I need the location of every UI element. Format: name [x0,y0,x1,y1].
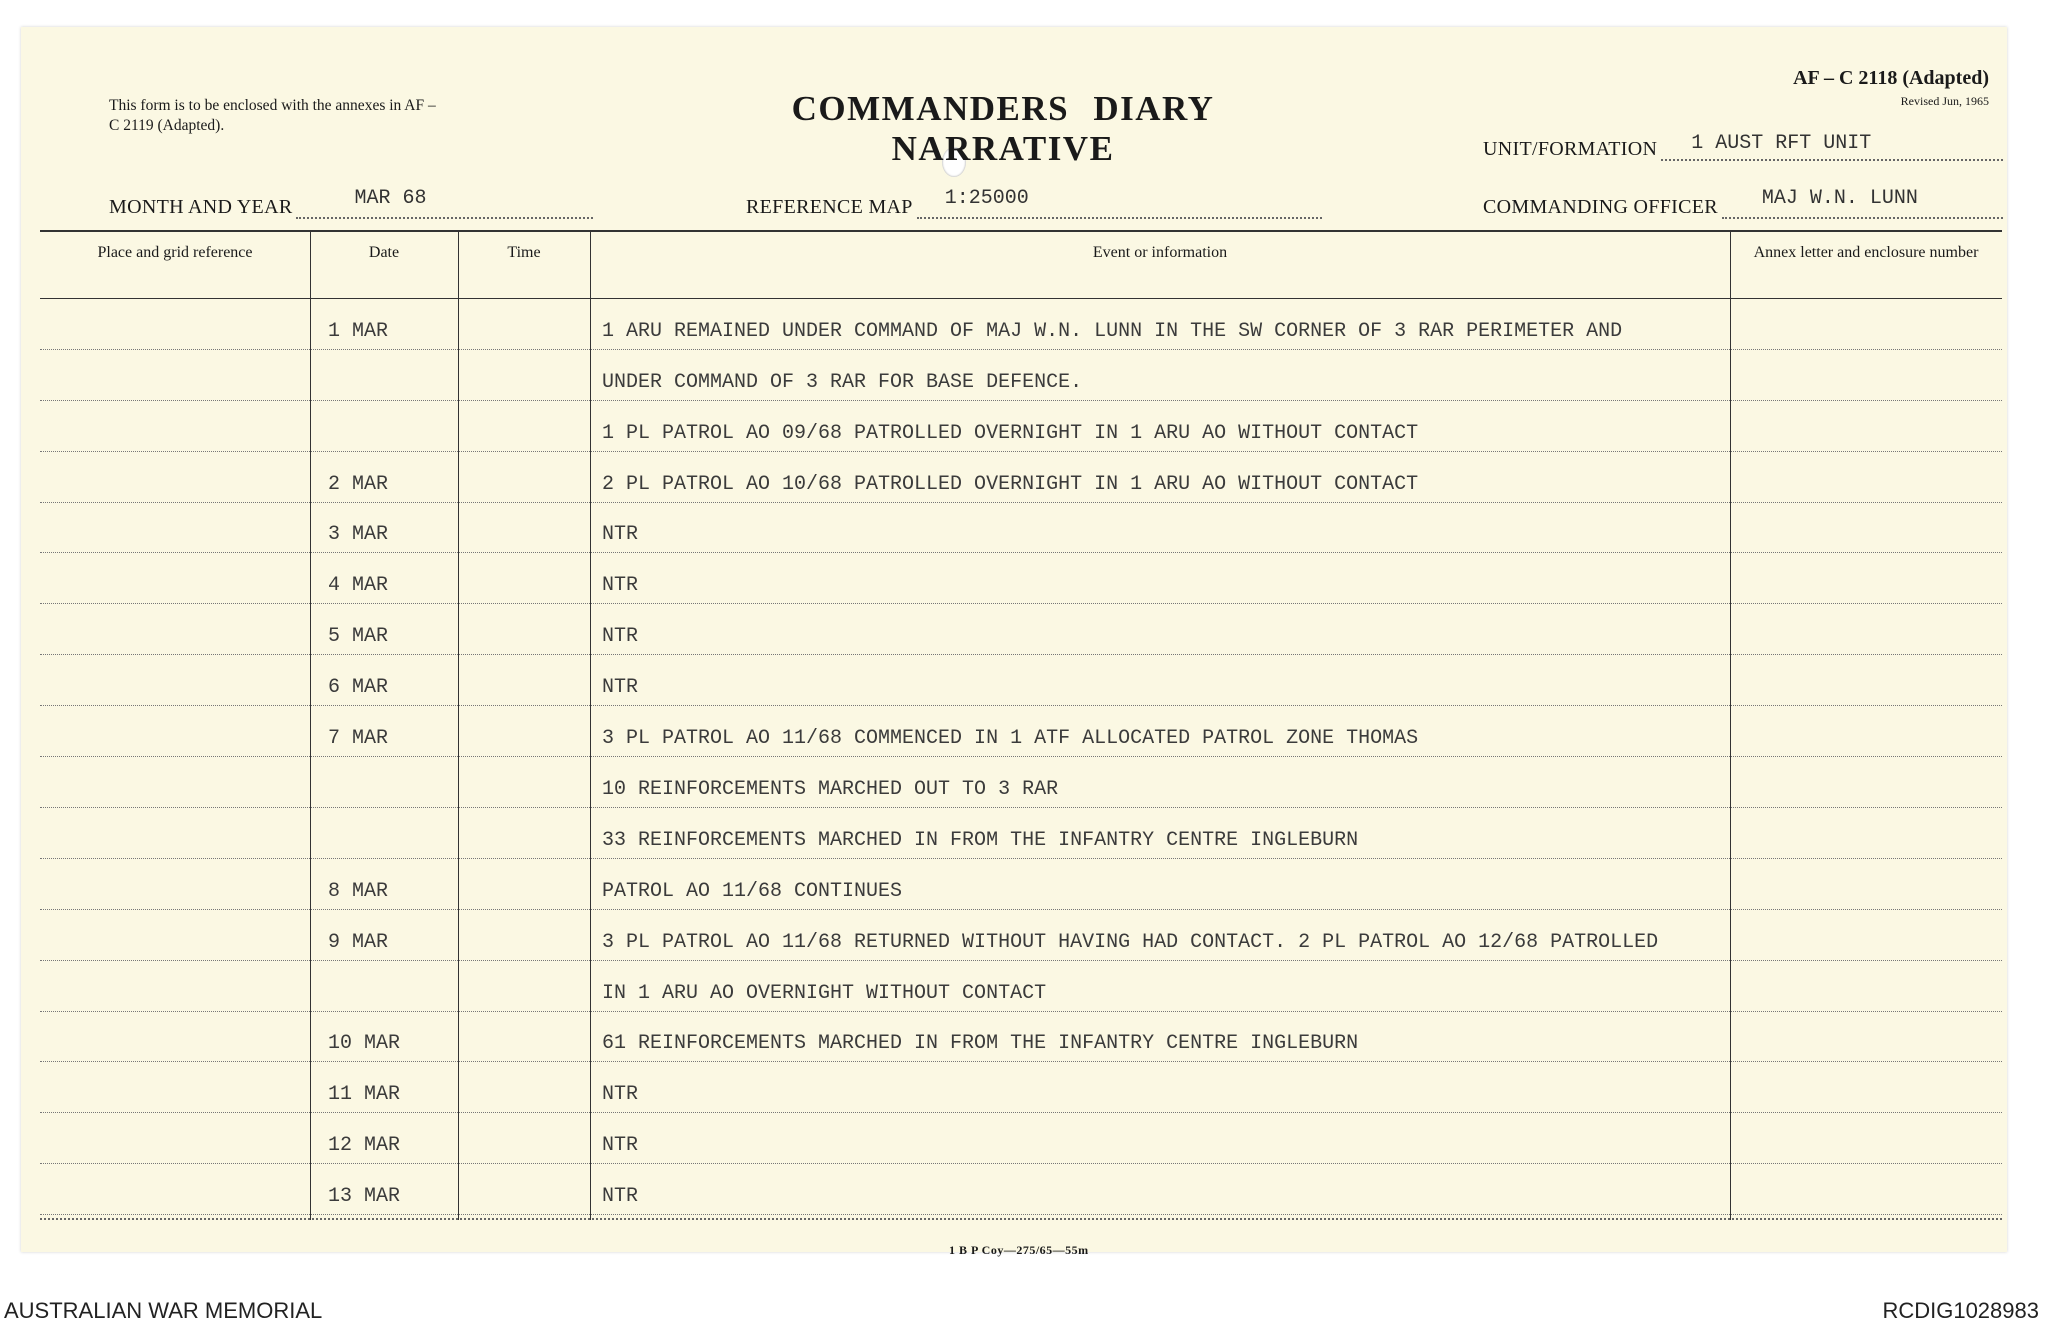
unit-formation-field [1483,133,2003,161]
row-date: 4 MAR [328,574,389,598]
enclosure-note: This form is to be enclosed with the annexes in AF – C 2119 (Adapted). [109,97,436,134]
row-event: 10 REINFORCEMENTS MARCHED OUT TO 3 RAR [602,777,1059,801]
reference-map-field [746,187,1322,219]
reference-map-value: 1:25000 [944,187,1029,210]
row-date: 6 MAR [328,676,389,700]
row-event: NTR [602,676,639,700]
month-year-label: MONTH AND YEAR [109,196,293,218]
row-date: 9 MAR [328,930,389,954]
row-event: 33 REINFORCEMENTS MARCHED IN FROM THE INFANTRY CENTRE INGLEBURN [602,828,1359,852]
diary-row [40,960,2002,1012]
diary-row [40,349,2002,401]
row-date: 2 MAR [328,472,389,496]
diary-row [40,1112,2002,1164]
diary-row [40,756,2002,808]
diary-row [40,451,2002,503]
diary-row [40,858,2002,910]
watermark-publisher: AUSTRALIAN WAR MEMORIAL [4,1298,323,1323]
row-date: 8 MAR [328,879,389,903]
row-date: 3 MAR [328,523,389,547]
watermark-catalogue-id: RCDIG1028983 [1882,1298,2039,1323]
row-event: NTR [602,1185,639,1209]
row-event: 3 PL PATROL AO 11/68 RETURNED WITHOUT HAVING HAD CONTACT. 2 PL PATROL AO 12/68 PATROLLED [602,930,1659,954]
row-date: 1 MAR [328,319,389,343]
row-event: 1 ARU REMAINED UNDER COMMAND OF MAJ W.N. LUNN IN THE SW CORNER OF 3 RAR PERIMETER AND [602,319,1623,343]
form-code: AF – C 2118 (Adapted) [1793,67,1989,89]
row-event: NTR [602,574,639,598]
commanding-officer-value: MAJ W.N. LUNN [1761,187,1918,210]
row-event: UNDER COMMAND OF 3 RAR FOR BASE DEFENCE. [602,370,1083,394]
unit-formation-label: UNIT/FORMATION [1483,138,1658,160]
diary-row [40,1062,2002,1114]
diary-row [40,909,2002,961]
column-header-annex: Annex letter and enclosure number [1753,244,1979,261]
diary-row [40,400,2002,452]
diary-row [40,603,2002,655]
column-header-place: Place and grid reference [97,244,253,261]
diary-row [40,298,2002,350]
row-event: 3 PL PATROL AO 11/68 COMMENCED IN 1 ATF ALLOCATED PATROL ZONE THOMAS [602,727,1419,751]
row-date: 11 MAR [328,1083,401,1107]
month-year-field [109,187,593,219]
diary-row [40,654,2002,706]
row-date: 7 MAR [328,727,389,751]
diary-row [40,502,2002,554]
diary-row [40,553,2002,605]
column-header-date: Date [368,244,400,261]
form-title: COMMANDERS DIARY NARRATIVE [791,89,1215,168]
row-date: 10 MAR [328,1032,401,1056]
month-year-value: MAR 68 [354,187,427,210]
printer-code: 1 B P Coy—275/65—55m [949,1243,1089,1257]
form-revised-date: Revised Jun, 1965 [1900,94,1989,108]
row-event: NTR [602,1083,639,1107]
column-header-event: Event or information [1092,244,1228,261]
row-event: PATROL AO 11/68 CONTINUES [602,879,903,903]
commanding-officer-label: COMMANDING OFFICER [1483,196,1718,218]
row-date: 5 MAR [328,625,389,649]
diary-row [40,705,2002,757]
row-event: NTR [602,625,639,649]
row-event: 1 PL PATROL AO 09/68 PATROLLED OVERNIGHT IN 1 ARU AO WITHOUT CONTACT [602,421,1419,445]
row-event: IN 1 ARU AO OVERNIGHT WITHOUT CONTACT [602,981,1047,1005]
row-date: 13 MAR [328,1185,401,1209]
diary-row [40,1011,2002,1063]
commanding-officer-field [1483,187,2003,219]
diary-row [40,807,2002,859]
reference-map-label: REFERENCE MAP [746,196,913,218]
row-event: NTR [602,1134,639,1158]
row-date: 12 MAR [328,1134,401,1158]
unit-formation-value: 1 AUST RFT UNIT [1691,132,1872,155]
row-event: NTR [602,523,639,547]
diary-table [40,230,2002,1220]
row-event: 2 PL PATROL AO 10/68 PATROLLED OVERNIGHT IN 1 ARU AO WITHOUT CONTACT [602,472,1419,496]
diary-row [40,1163,2002,1215]
row-event: 61 REINFORCEMENTS MARCHED IN FROM THE INFANTRY CENTRE INGLEBURN [602,1032,1359,1056]
column-header-time: Time [507,244,541,261]
